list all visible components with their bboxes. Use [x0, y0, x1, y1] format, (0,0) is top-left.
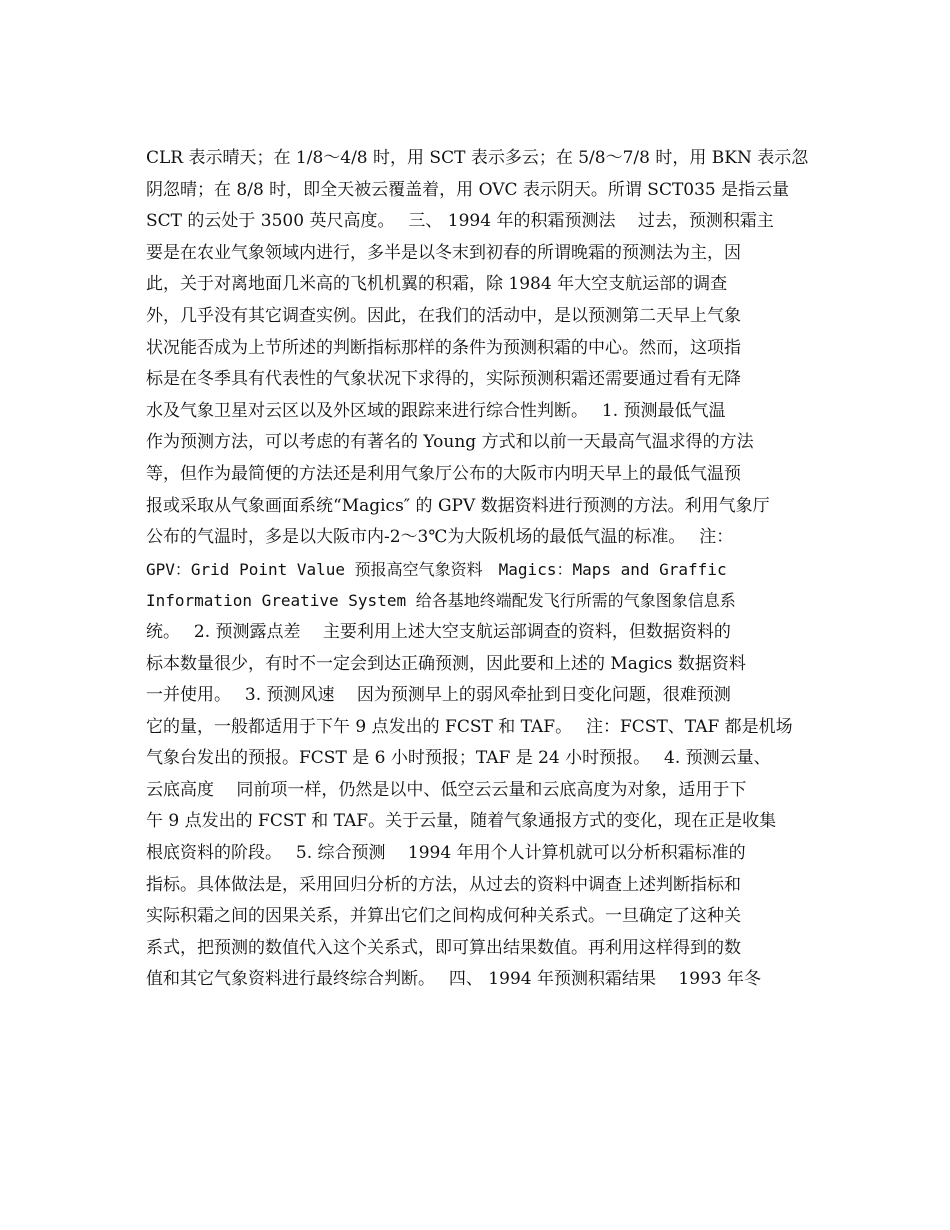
text-line-27: 值和其它气象资料进行最终综合判断。 四、 1994 年预测积霜结果 1993 年冬	[146, 969, 762, 990]
text-line-11: 等，但作为最简便的方法还是利用气象厅公布的大阪市内明天早上的最低气温预	[146, 463, 741, 484]
text-line-8: 标是在冬季具有代表性的气象状况下求得的，实际预测积霜还需要通过看有无降	[146, 369, 741, 390]
text-line-21: 云底高度 同前项一样，仍然是以中、低空云云量和云底高度为对象，适用于下	[146, 779, 747, 800]
text-line-24: 指标。具体做法是，采用回归分析的方法，从过去的资料中调查上述判断指标和	[146, 874, 741, 895]
text-line-25: 实际积霜之间的因果关系，并算出它们之间构成何种关系式。一旦确定了这种关	[146, 906, 741, 927]
text-line-5: 此，关于对离地面几米高的飞机机翼的积霜，除 1984 年大空支航运部的调查	[146, 274, 728, 295]
text-line-20: 气象台发出的预报。FCST 是 6 小时预报；TAF 是 24 小时预报。 4. 预测云量、	[146, 748, 771, 769]
text-line-4: 要是在农业气象领域内进行，多半是以冬末到初春的所谓晚霜的预测法为主，因	[146, 242, 741, 263]
text-line-9: 水及气象卫星对云区以及外区域的跟踪来进行综合性判断。 1. 预测最低气温	[146, 400, 726, 421]
text-line-13: 公布的气温时，多是以大阪市内-2～3℃为大阪机场的最低气温的标准。 注：	[146, 527, 734, 548]
text-line-12: 报或采取从气象画面系统“Magics″ 的 GPV 数据资料进行预测的方法。利用气象厅	[146, 495, 770, 516]
text-line-14: GPV：Grid Point Value 预报高空气象资料 Magics：Maps and Graffic	[146, 559, 727, 579]
text-line-1: CLR 表示晴天；在 1/8～4/8 时，用 SCT 表示多云；在 5/8～7/8 时，用 BKN 表示忽	[146, 148, 809, 168]
text-line-18: 一并使用。 3. 预测风速 因为预测早上的弱风牵扯到日变化问题，很难预测	[146, 685, 731, 706]
text-line-6: 外，几乎没有其它调查实例。因此，在我们的活动中，是以预测第二天早上气象	[146, 305, 741, 326]
text-line-26: 系式，把预测的数值代入这个关系式，即可算出结果数值。再利用这样得到的数	[146, 937, 741, 958]
text-line-10: 作为预测方法，可以考虑的有著名的 Young 方式和以前一天最高气温求得的方法	[146, 432, 754, 453]
text-line-17: 标本数量很少，有时不一定会到达正确预测，因此要和上述的 Magics 数据资料	[146, 653, 746, 674]
text-line-15: Information Greative System 给各基地终端配发飞行所需的气象图象信息系	[146, 591, 736, 611]
text-line-19: 它的量，一般都适用于下午 9 点发出的 FCST 和 TAF。 注：FCST、TAF 都是机场	[146, 716, 793, 737]
body-text	[146, 143, 816, 996]
text-line-16: 统。 2. 预测露点差 主要利用上述大空支航运部调查的资料，但数据资料的	[146, 621, 731, 642]
text-line-3: SCT 的云处于 3500 英尺高度。 三、 1994 年的积霜预测法 过去，预测积霜主	[146, 211, 774, 232]
text-line-22: 午 9 点发出的 FCST 和 TAF。关于云量，随着气象通报方式的变化，现在正是收集	[146, 811, 777, 832]
text-line-7: 状况能否成为上节所述的判断指标那样的条件为预测积霜的中心。然而，这项指	[146, 337, 741, 358]
text-line-23: 根底资料的阶段。 5. 综合预测 1994 年用个人计算机就可以分析积霜标准的	[146, 843, 746, 864]
text-line-2: 阴忽晴；在 8/8 时，即全天被云覆盖着，用 OVC 表示阴天。所谓 SCT035 是指云量	[146, 179, 790, 200]
